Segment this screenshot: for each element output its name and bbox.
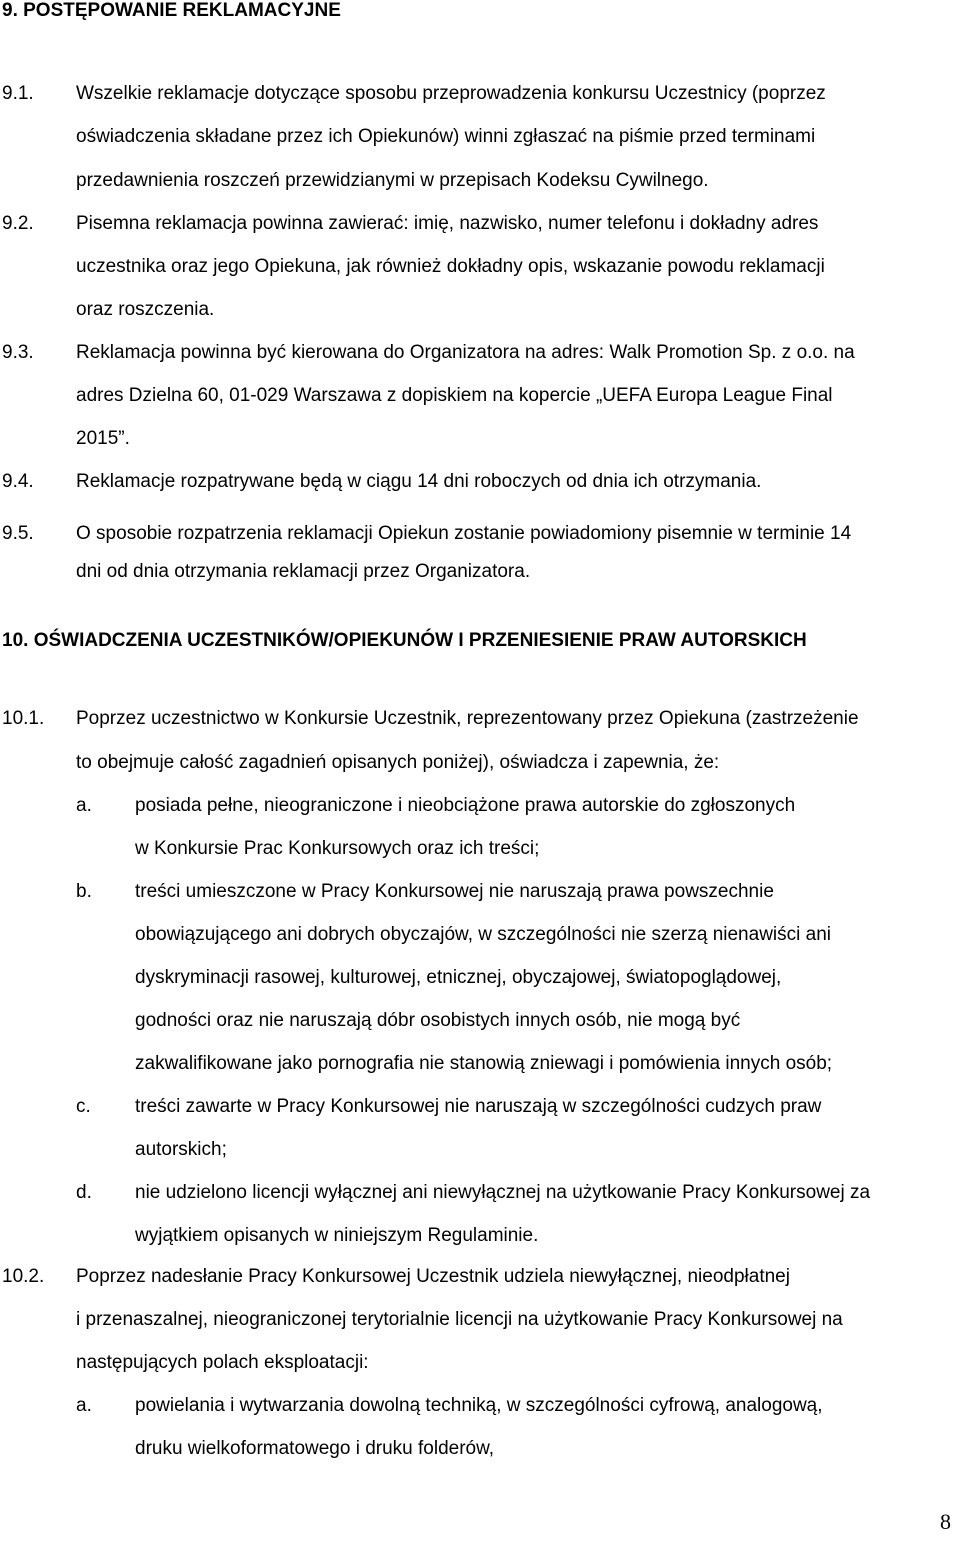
list-item-text-line: treści zawarte w Pracy Konkursowej nie naruszają w szczególności cudzych praw [135, 1096, 822, 1117]
list-item-text-line: powielania i wytwarzania dowolną techniką, w szczególności cyfrową, analogową, [135, 1395, 823, 1416]
clause-number: 10.1. [2, 708, 45, 729]
clause-number: 9.4. [2, 471, 34, 492]
clause-text-line: Wszelkie reklamacje dotyczące sposobu przeprowadzenia konkursu Uczestnicy (poprzez [76, 83, 826, 104]
clause-text-line: oraz roszczenia. [76, 299, 215, 320]
clause-text-line: Poprzez nadesłanie Pracy Konkursowej Uczestnik udziela niewyłącznej, nieodpłatnej [76, 1266, 790, 1287]
list-item-text-line: druku wielkoformatowego i druku folderów, [135, 1438, 495, 1459]
clause-text-line: O sposobie rozpatrzenia reklamacji Opiekun zostanie powiadomiony pisemnie w terminie 14 [76, 523, 852, 544]
list-item-label: a. [76, 1395, 92, 1416]
clause-text-line: Reklamacje rozpatrywane będą w ciągu 14 dni roboczych od dnia ich otrzymania. [76, 471, 762, 492]
section-heading: 10. OŚWIADCZENIA UCZESTNIKÓW/OPIEKUNÓW I PRZENIESIENIE PRAW AUTORSKICH [2, 630, 807, 651]
clause-text-line: Pisemna reklamacja powinna zawierać: imię, nazwisko, numer telefonu i dokładny adres [76, 213, 819, 234]
section-heading: 9. POSTĘPOWANIE REKLAMACYJNE [2, 0, 341, 21]
list-item-text-line: wyjątkiem opisanych w niniejszym Regulaminie. [135, 1225, 539, 1246]
list-item-text-line: obowiązującego ani dobrych obyczajów, w szczególności nie szerzą nienawiści ani [135, 924, 831, 945]
list-item-text-line: nie udzielono licencji wyłącznej ani niewyłącznej na użytkowanie Pracy Konkursowej za [135, 1182, 871, 1203]
list-item-text-line: zakwalifikowane jako pornografia nie stanowią zniewagi i pomówienia innych osób; [135, 1053, 833, 1074]
list-item-text-line: w Konkursie Prac Konkursowych oraz ich treści; [135, 838, 540, 859]
list-item-text-line: posiada pełne, nieograniczone i nieobciążone prawa autorskie do zgłoszonych [135, 795, 796, 816]
list-item-text-line: godności oraz nie naruszają dóbr osobistych innych osób, nie mogą być [135, 1010, 741, 1031]
clause-number: 9.1. [2, 83, 34, 104]
list-item-text-line: dyskryminacji rasowej, kulturowej, etnicznej, obyczajowej, światopoglądowej, [135, 967, 782, 988]
list-item-label: d. [76, 1182, 92, 1203]
clause-text-line: następujących polach eksploatacji: [76, 1352, 369, 1373]
clause-text-line: dni od dnia otrzymania reklamacji przez Organizatora. [76, 561, 531, 582]
clause-number: 9.2. [2, 213, 34, 234]
clause-text-line: oświadczenia składane przez ich Opiekunów) winni zgłaszać na piśmie przed terminami [76, 126, 816, 147]
clause-number: 9.5. [2, 523, 34, 544]
list-item-label: b. [76, 881, 92, 902]
clause-number: 10.2. [2, 1266, 45, 1287]
clause-text-line: Poprzez uczestnictwo w Konkursie Uczestnik, reprezentowany przez Opiekuna (zastrzeżenie [76, 708, 859, 729]
clause-number: 9.3. [2, 342, 34, 363]
clause-text-line: 2015”. [76, 428, 130, 449]
clause-text-line: przedawnienia roszczeń przewidzianymi w przepisach Kodeksu Cywilnego. [76, 170, 709, 191]
list-item-text-line: treści umieszczone w Pracy Konkursowej nie naruszają prawa powszechnie [135, 881, 774, 902]
clause-text-line: Reklamacja powinna być kierowana do Organizatora na adres: Walk Promotion Sp. z o.o. na [76, 342, 855, 363]
clause-text-line: adres Dzielna 60, 01-029 Warszawa z dopiskiem na kopercie „UEFA Europa League Final [76, 385, 833, 406]
clause-text-line: i przenaszalnej, nieograniczonej terytorialnie licencji na użytkowanie Pracy Konkursowej na [76, 1309, 843, 1330]
clause-text-line: to obejmuje całość zagadnień opisanych poniżej), oświadcza i zapewnia, że: [76, 752, 720, 773]
list-item-text-line: autorskich; [135, 1139, 227, 1160]
clause-text-line: uczestnika oraz jego Opiekuna, jak również dokładny opis, wskazanie powodu reklamacji [76, 256, 825, 277]
list-item-label: c. [76, 1096, 91, 1117]
list-item-label: a. [76, 795, 92, 816]
page-number: 8 [940, 1509, 951, 1534]
